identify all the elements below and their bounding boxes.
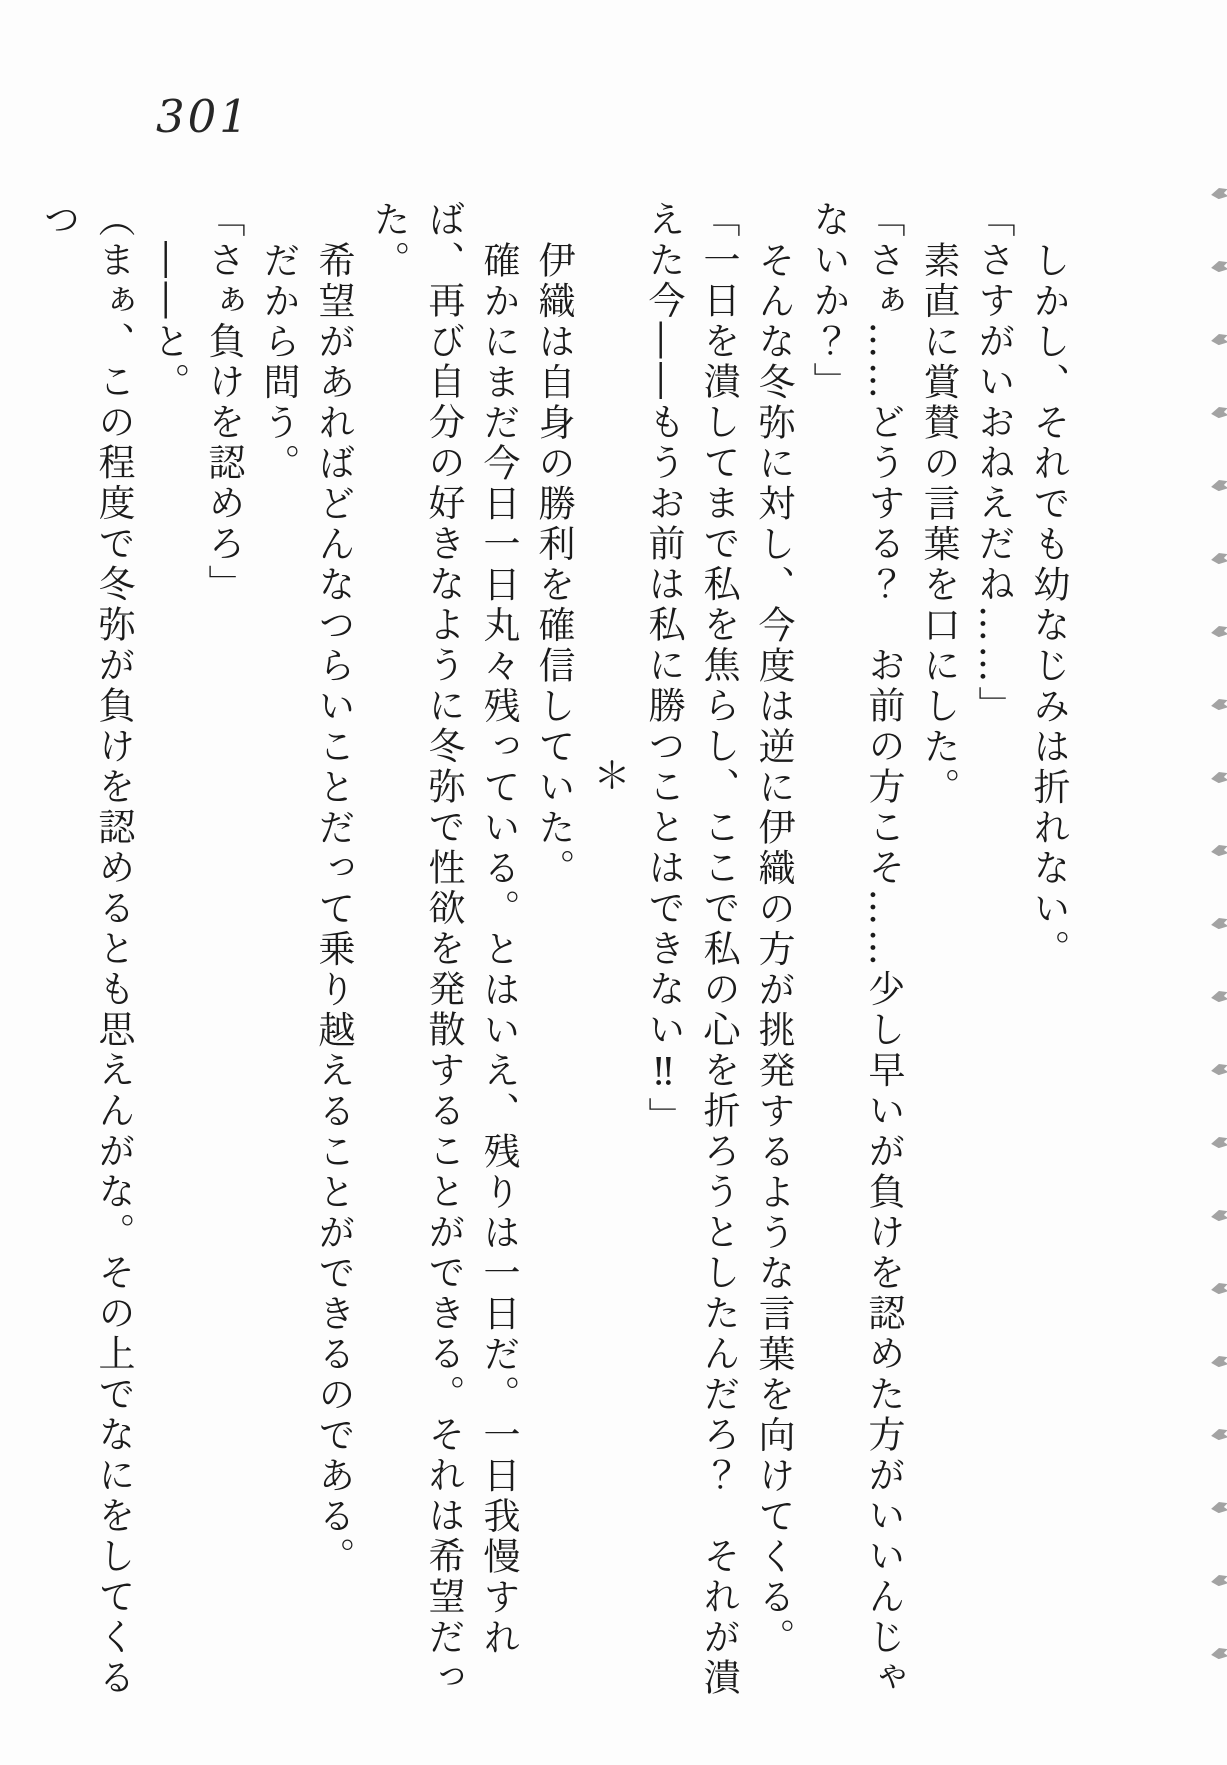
paragraph-quote: （まぁ、この程度で冬弥が負けを認めるとも思えんがな。その上でなにをしてくるつ <box>37 200 135 1699</box>
page-edge-mark-icon <box>1210 1574 1227 1587</box>
paragraph: 伊織は自身の勝利を確信していた。 <box>532 241 575 889</box>
paragraph: しかし、それでも幼なじみは折れない。 <box>1027 241 1070 970</box>
page-edge-mark-icon <box>1210 1063 1227 1076</box>
paragraph: 確かにまだ今日一日丸々残っている。とはいえ、残りは一日だ。一日我慢すれば、再び自分の好きなように冬弥で性欲を発散することができる。それは希望だった。 <box>367 200 520 1699</box>
paragraph: だから問う。 <box>257 241 300 484</box>
page-edge-mark-icon <box>1210 1209 1227 1222</box>
page-edge-mark-icon <box>1210 771 1227 784</box>
paragraph: そんな冬弥に対し、今度は逆に伊織の方が挑発するような言葉を向けてくる。 <box>752 241 795 1659</box>
page-number: 301 <box>156 90 251 143</box>
section-break: ＊ <box>587 756 630 797</box>
page-edge-mark-icon <box>1210 333 1227 346</box>
text-block <box>37 200 1076 1724</box>
paragraph-quote: 「さすがいおねえだね……」 <box>972 200 1015 727</box>
page-edge-mark-icon <box>1210 552 1227 565</box>
paragraph-quote: 「一日を潰してまで私を焦らし、ここで私の心を折ろうとしたんだろ？ それが潰えた今――もうお前は私に勝つことはできない‼」 <box>642 200 740 1699</box>
page-edge-mark-icon <box>1210 1355 1227 1368</box>
page-edge-mark-icon <box>1210 844 1227 857</box>
page-edge-mark-icon <box>1210 260 1227 273</box>
paragraph: 希望があればどんなつらいことだって乗り越えることができるのである。 <box>312 241 355 1578</box>
page-edge-mark-icon <box>1210 1136 1227 1149</box>
paragraph: 素直に賞賛の言葉を口にした。 <box>917 241 960 808</box>
page-edge-mark-icon <box>1210 1282 1227 1295</box>
page-edge-mark-icon <box>1210 698 1227 711</box>
page-edge-mark-icon <box>1210 917 1227 930</box>
page-edge-mark-icon <box>1210 990 1227 1003</box>
page-edge-mark-icon <box>1210 1647 1227 1660</box>
page-edge-mark-icon <box>1210 1501 1227 1514</box>
page-edge-mark-icon <box>1210 479 1227 492</box>
paragraph-quote: 「さぁ……どうする？ お前の方こそ……少し早いが負けを認めた方がいいんじゃないか？」 <box>807 200 905 1699</box>
page-edge-mark-icon <box>1210 625 1227 638</box>
page-edge-mark-icon <box>1210 1428 1227 1441</box>
page-edge-mark-icon <box>1210 187 1227 200</box>
paragraph: ――と。 <box>147 241 190 403</box>
page-edge-mark-icon <box>1210 406 1227 419</box>
paragraph-quote: 「さぁ負けを認めろ」 <box>202 200 245 605</box>
